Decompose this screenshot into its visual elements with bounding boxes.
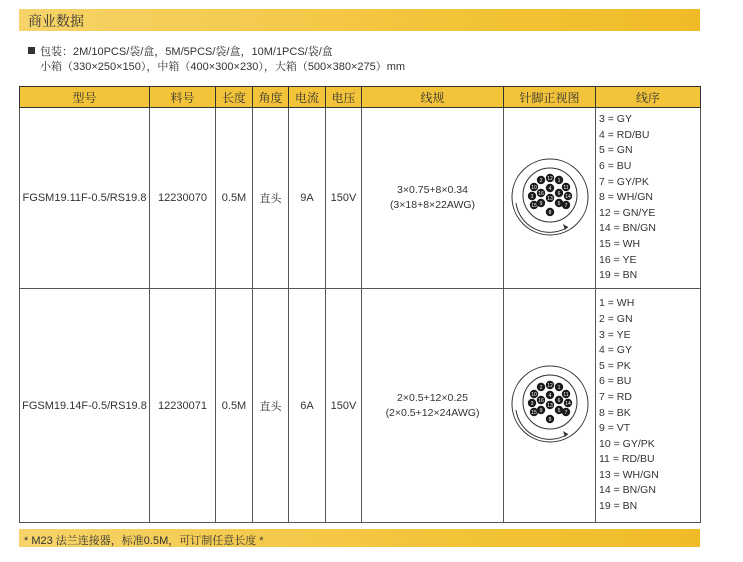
pin-label: 5 bbox=[557, 408, 560, 414]
wire-item: 5 = GN bbox=[599, 144, 633, 157]
wire-item: 19 = BN bbox=[599, 500, 638, 513]
pin-label: 4 bbox=[548, 185, 551, 192]
cell-angle: 直头 bbox=[253, 108, 289, 289]
pin-label: 7 bbox=[564, 410, 567, 416]
cell-model: FGSM19.11F-0.5/RS19.8 bbox=[20, 108, 150, 289]
cell-voltage: 150V bbox=[326, 108, 362, 289]
cell-pin-view bbox=[504, 289, 596, 523]
wire-item: 13 = WH/GN bbox=[599, 468, 659, 481]
col-header-voltage: 电压 bbox=[326, 87, 362, 108]
wire-item: 8 = BK bbox=[599, 406, 631, 419]
gauge-line-1: 3×0.75+8×0.34 bbox=[397, 184, 468, 196]
pin-label: 2 bbox=[539, 177, 542, 184]
connector-pin-diagram bbox=[508, 362, 592, 446]
wire-item: 9 = VT bbox=[599, 422, 631, 435]
pin-label: 15 bbox=[530, 410, 537, 416]
wire-item: 14 = BN/GN bbox=[599, 484, 656, 497]
pin-label: 8 bbox=[548, 209, 551, 216]
bullet-square-icon bbox=[28, 47, 35, 54]
pin-label: 6 bbox=[557, 398, 560, 404]
packaging-info bbox=[28, 45, 405, 75]
pin-label: 11 bbox=[562, 392, 569, 398]
wire-item: 15 = WH bbox=[599, 237, 641, 250]
wire-item: 7 = RD bbox=[599, 390, 632, 403]
packaging-line-2: 小箱（330×250×150），中箱（400×300×230），大箱（500×380×275）mm bbox=[40, 61, 406, 73]
gauge-line-1: 2×0.5+12×0.25 bbox=[397, 391, 468, 404]
wire-item: 4 = GY bbox=[599, 344, 632, 357]
col-header-model: 型号 bbox=[20, 87, 150, 108]
pin-label: 11 bbox=[562, 184, 569, 191]
section-title: 商业数据 bbox=[28, 13, 84, 29]
pin-label: 12 bbox=[546, 383, 553, 389]
pin-label: 12 bbox=[546, 175, 553, 182]
packaging-line-1: 包装：2M/10PCS/袋/盒，5M/5PCS/袋/盒，10M/1PCS/袋/盒 bbox=[40, 46, 333, 58]
col-header-current: 电流 bbox=[289, 87, 326, 108]
pin-label: 14 bbox=[564, 401, 571, 407]
wire-item: 12 = GN/YE bbox=[599, 206, 656, 219]
pin-label: 8 bbox=[548, 417, 551, 423]
wire-item: 16 = YE bbox=[599, 253, 637, 266]
pin-label: 15 bbox=[530, 202, 537, 209]
pin-label: 3 bbox=[530, 401, 533, 407]
cell-wiring bbox=[596, 108, 701, 289]
pin-label: 7 bbox=[564, 202, 567, 209]
cell-length: 0.5M bbox=[216, 108, 253, 289]
wire-item: 14 = BN/GN bbox=[599, 222, 656, 235]
gauge-line-2: (3×18+8×22AWG) bbox=[389, 199, 476, 211]
pin-label: 13 bbox=[546, 195, 553, 202]
table-header-row bbox=[20, 87, 701, 108]
cell-part: 12230070 bbox=[150, 108, 216, 289]
gauge-line-2: (2×0.5+12×24AWG) bbox=[385, 406, 480, 419]
pin-label: 3 bbox=[530, 193, 533, 200]
pin-label: 16 bbox=[537, 190, 544, 197]
cell-current: 6A bbox=[289, 289, 326, 523]
table-row bbox=[20, 108, 701, 289]
pin-label: 6 bbox=[557, 190, 560, 197]
wire-item: 1 = WH bbox=[599, 297, 635, 310]
cell-angle: 直头 bbox=[253, 289, 289, 523]
col-header-angle: 角度 bbox=[253, 87, 289, 108]
pin-label: 5 bbox=[557, 200, 560, 207]
footer-note: * M23 法兰连接器，标准0.5M，可订制任意长度 * bbox=[24, 535, 264, 547]
pin-label: 2 bbox=[539, 385, 542, 391]
cell-current: 9A bbox=[289, 108, 326, 289]
cell-part: 12230071 bbox=[150, 289, 216, 523]
wire-item: 6 = BU bbox=[599, 160, 632, 173]
col-header-length: 长度 bbox=[216, 87, 253, 108]
wire-item: 3 = YE bbox=[599, 328, 631, 341]
wire-item: 19 = BN bbox=[599, 269, 638, 282]
pin-label: 4 bbox=[548, 393, 551, 399]
pin-label: 10 bbox=[530, 184, 537, 191]
pin-label: 9 bbox=[539, 200, 542, 207]
cell-pin-view bbox=[504, 108, 596, 289]
wire-item: 7 = GY/PK bbox=[599, 175, 649, 188]
pin-label: 9 bbox=[539, 408, 542, 414]
col-header-wiring: 线序 bbox=[596, 87, 701, 108]
spec-table bbox=[19, 86, 701, 523]
col-header-gauge: 线规 bbox=[362, 87, 504, 108]
cell-gauge bbox=[362, 289, 504, 523]
cell-model: FGSM19.14F-0.5/RS19.8 bbox=[20, 289, 150, 523]
col-header-part: 料号 bbox=[150, 87, 216, 108]
pin-label: 16 bbox=[537, 398, 544, 404]
wire-item: 2 = GN bbox=[599, 312, 633, 325]
connector-pin-diagram bbox=[508, 155, 592, 239]
wire-item: 5 = PK bbox=[599, 359, 631, 372]
cell-wiring bbox=[596, 289, 701, 523]
wire-item: 6 = BU bbox=[599, 375, 632, 388]
pin-label: 1 bbox=[557, 177, 560, 184]
cell-gauge bbox=[362, 108, 504, 289]
cell-voltage: 150V bbox=[326, 289, 362, 523]
pin-label: 10 bbox=[530, 392, 537, 398]
table-row bbox=[20, 289, 701, 523]
col-header-pin-view: 针脚正视图 bbox=[504, 87, 596, 108]
pin-label: 13 bbox=[546, 403, 553, 409]
wire-item: 4 = RD/BU bbox=[599, 128, 650, 141]
wire-item: 11 = RD/BU bbox=[599, 453, 655, 466]
cell-length: 0.5M bbox=[216, 289, 253, 523]
pin-label: 1 bbox=[557, 385, 560, 391]
wire-item: 10 = GY/PK bbox=[599, 437, 655, 450]
wire-item: 3 = GY bbox=[599, 113, 632, 126]
section-header-bar bbox=[19, 9, 700, 31]
wire-item: 8 = WH/GN bbox=[599, 191, 653, 204]
pin-label: 14 bbox=[564, 193, 571, 200]
